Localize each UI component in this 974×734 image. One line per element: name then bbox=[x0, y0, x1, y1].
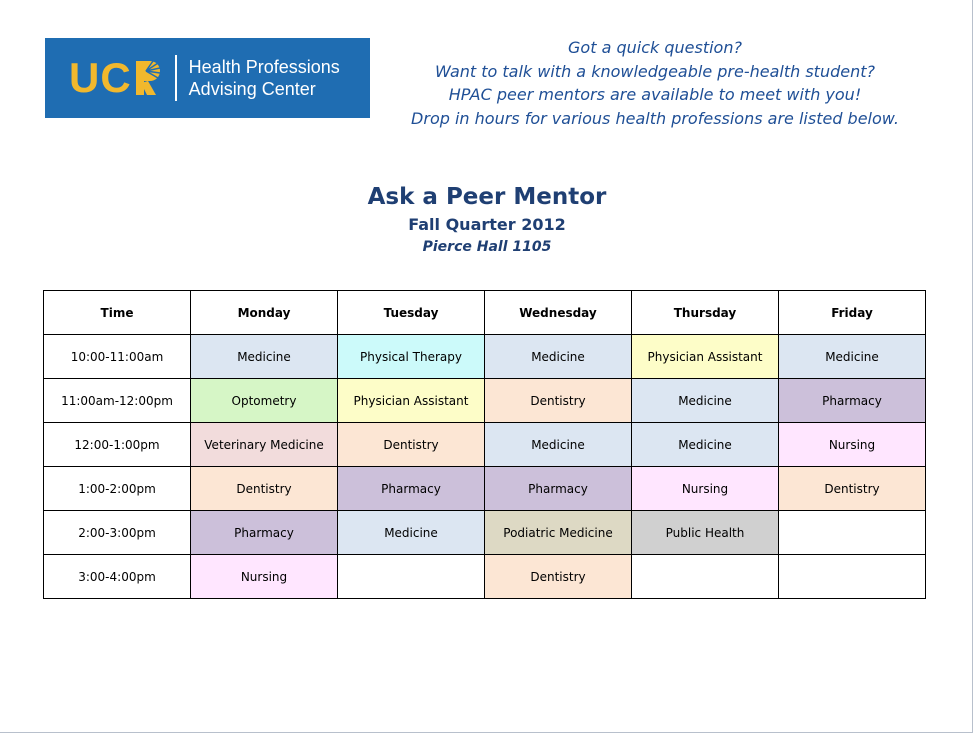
session-cell: Medicine bbox=[485, 335, 632, 379]
session-cell: Dentistry bbox=[338, 423, 485, 467]
column-header-monday: Monday bbox=[191, 291, 338, 335]
session-cell bbox=[779, 555, 926, 599]
column-header-thursday: Thursday bbox=[632, 291, 779, 335]
session-cell: Physical Therapy bbox=[338, 335, 485, 379]
session-cell: Dentistry bbox=[485, 555, 632, 599]
session-cell bbox=[338, 555, 485, 599]
logo-divider bbox=[175, 55, 177, 101]
hpac-logo bbox=[45, 38, 370, 118]
term-subtitle: Fall Quarter 2012 bbox=[408, 215, 566, 234]
session-cell: Pharmacy bbox=[191, 511, 338, 555]
column-header-time: Time bbox=[44, 291, 191, 335]
intro-text bbox=[400, 36, 910, 130]
time-cell: 11:00am-12:00pm bbox=[44, 379, 191, 423]
table-row bbox=[44, 335, 926, 379]
time-cell: 2:00-3:00pm bbox=[44, 511, 191, 555]
time-cell: 3:00-4:00pm bbox=[44, 555, 191, 599]
session-cell bbox=[632, 555, 779, 599]
session-cell: Physician Assistant bbox=[338, 379, 485, 423]
table-row bbox=[44, 379, 926, 423]
intro-line: Got a quick question? bbox=[568, 38, 742, 57]
column-header-friday: Friday bbox=[779, 291, 926, 335]
session-cell bbox=[779, 511, 926, 555]
time-cell: 10:00-11:00am bbox=[44, 335, 191, 379]
session-cell: Optometry bbox=[191, 379, 338, 423]
session-cell: Medicine bbox=[779, 335, 926, 379]
session-cell: Pharmacy bbox=[338, 467, 485, 511]
session-cell: Podiatric Medicine bbox=[485, 511, 632, 555]
session-cell: Pharmacy bbox=[779, 379, 926, 423]
session-cell: Nursing bbox=[191, 555, 338, 599]
session-cell: Medicine bbox=[338, 511, 485, 555]
logo-line-1: Health Professions bbox=[188, 57, 340, 77]
session-cell: Public Health bbox=[632, 511, 779, 555]
intro-line: Drop in hours for various health professions are listed below. bbox=[411, 108, 899, 128]
table-row bbox=[44, 511, 926, 555]
page-title: Ask a Peer Mentor bbox=[367, 184, 607, 210]
session-cell: Dentistry bbox=[779, 467, 926, 511]
session-cell: Nursing bbox=[632, 467, 779, 511]
intro-line: Want to talk with a knowledgeable pre-health student? bbox=[435, 61, 875, 81]
sunburst-r-icon bbox=[134, 59, 164, 97]
session-cell: Physician Assistant bbox=[632, 335, 779, 379]
column-header-wednesday: Wednesday bbox=[485, 291, 632, 335]
session-cell: Nursing bbox=[779, 423, 926, 467]
session-cell: Veterinary Medicine bbox=[191, 423, 338, 467]
session-cell: Medicine bbox=[632, 379, 779, 423]
session-cell: Dentistry bbox=[485, 379, 632, 423]
logo-text bbox=[189, 56, 340, 100]
session-cell: Medicine bbox=[485, 423, 632, 467]
schedule-table bbox=[43, 290, 926, 599]
table-header-row bbox=[44, 291, 926, 335]
session-cell: Pharmacy bbox=[485, 467, 632, 511]
time-cell: 12:00-1:00pm bbox=[44, 423, 191, 467]
logo-line-2: Advising Center bbox=[188, 79, 316, 99]
session-cell: Medicine bbox=[191, 335, 338, 379]
column-header-tuesday: Tuesday bbox=[338, 291, 485, 335]
ucr-wordmark: UC bbox=[69, 57, 165, 99]
table-row bbox=[44, 423, 926, 467]
table-row bbox=[44, 555, 926, 599]
time-cell: 1:00-2:00pm bbox=[44, 467, 191, 511]
table-row bbox=[44, 467, 926, 511]
session-cell: Dentistry bbox=[191, 467, 338, 511]
intro-line: HPAC peer mentors are available to meet with you! bbox=[448, 85, 862, 104]
session-cell: Medicine bbox=[632, 423, 779, 467]
location-subtitle: Pierce Hall 1105 bbox=[422, 239, 552, 255]
